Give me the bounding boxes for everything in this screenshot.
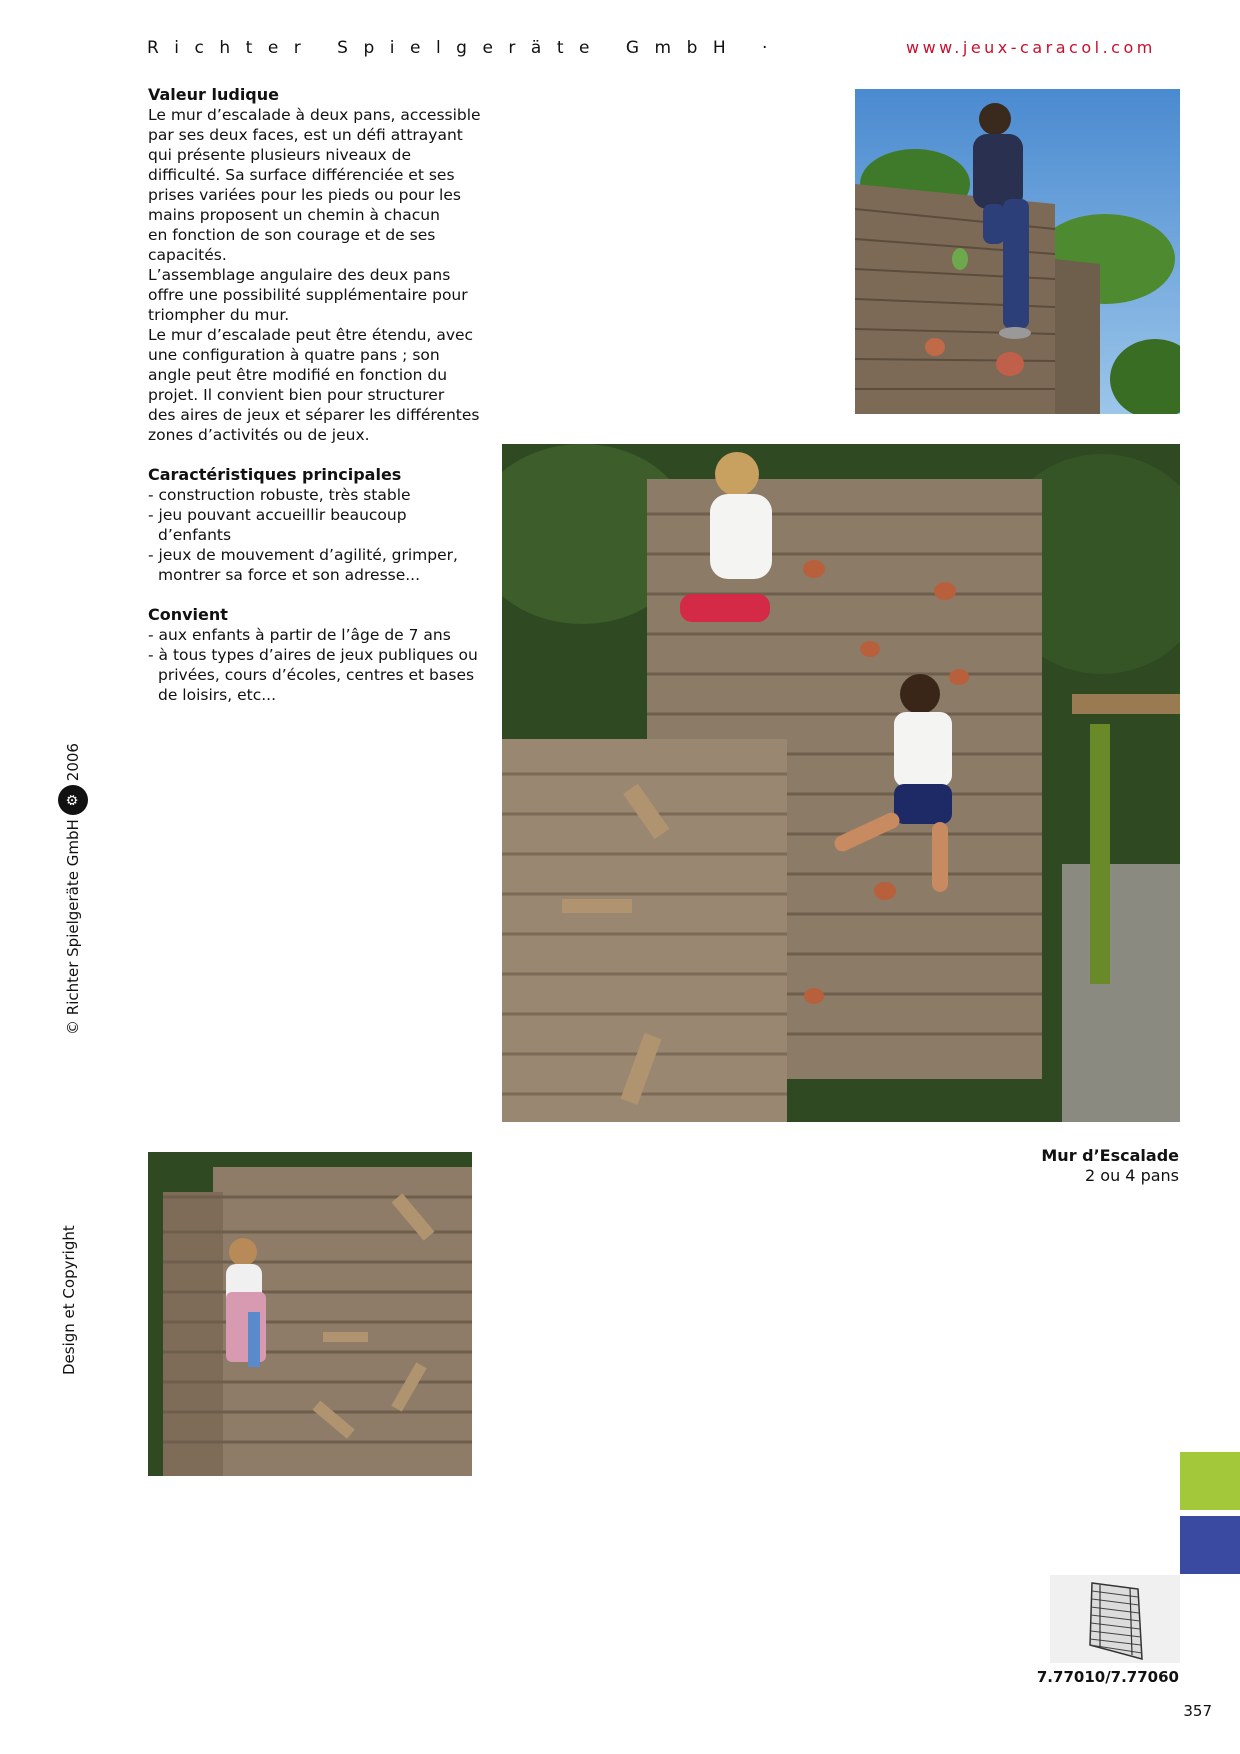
caracol-logo-icon: ⚙ [58, 785, 88, 815]
list-item: - construction robuste, très stable [148, 485, 483, 505]
section-paragraph: Le mur d’escalade à deux pans, accessible par ses deux faces, est un défi attrayant qui présente plusieurs niveaux de difficulté. Sa surface différenciée et ses prises variées pour les pieds ou pour les mains proposent un chemin à chacun en fonction de son courage et de ses capacités. L’assemblage angulaire des deux pans offre une possibilité supplémentaire pour triompher du mur. Le mur d’escalade peut être étendu, avec une configuration à quatre pans ; son angle peut être modifié en fonction du projet. Il convient bien pour structurer des aires de jeux et séparer les différentes zones d’activités ou de jeux. [148, 106, 481, 444]
section-convient [148, 605, 483, 705]
caption-subtitle: 2 ou 4 pans [1085, 1166, 1179, 1185]
copyright-text: © Richter Spielgeräte GmbH [64, 819, 82, 1035]
section-title: Valeur ludique [148, 85, 279, 104]
climbing-wall-diagram-icon [1050, 1575, 1180, 1663]
section-valeur-ludique [148, 85, 483, 445]
product-code: 7.77010/7.77060 [1036, 1668, 1179, 1686]
suitability-list [148, 625, 483, 705]
list-item: - jeux de mouvement d’agilité, grimper, montrer sa force et son adresse... [148, 545, 483, 585]
copyright-year: 2006 [64, 743, 82, 782]
color-tab-blue [1180, 1516, 1240, 1574]
photo-children-climbing [502, 444, 1180, 1122]
product-caption [1041, 1146, 1179, 1186]
photo-girl-on-wall [855, 89, 1180, 414]
section-caracteristiques [148, 465, 483, 585]
list-item: - aux enfants à partir de l’âge de 7 ans [148, 625, 483, 645]
photo-small-girl-climbing [148, 1152, 472, 1476]
list-item: - jeu pouvant accueillir beaucoup d’enfants [148, 505, 483, 545]
section-title: Convient [148, 605, 228, 624]
text-column [148, 85, 483, 725]
sidebar-design: Design et Copyright [60, 1225, 78, 1375]
caption-title: Mur d’Escalade [1041, 1146, 1179, 1165]
feature-list [148, 485, 483, 585]
sidebar-copyright [58, 743, 88, 1035]
list-item: - à tous types d’aires de jeux publiques ou privées, cours d’écoles, centres et bases de loisirs, etc... [148, 645, 483, 705]
header-company: Richter Spielgeräte GmbH · [147, 38, 783, 58]
color-tab-green [1180, 1452, 1240, 1510]
page-number: 357 [1183, 1702, 1212, 1720]
section-title: Caractéristiques principales [148, 465, 402, 484]
header-website[interactable]: www.jeux-caracol.com [906, 38, 1156, 57]
